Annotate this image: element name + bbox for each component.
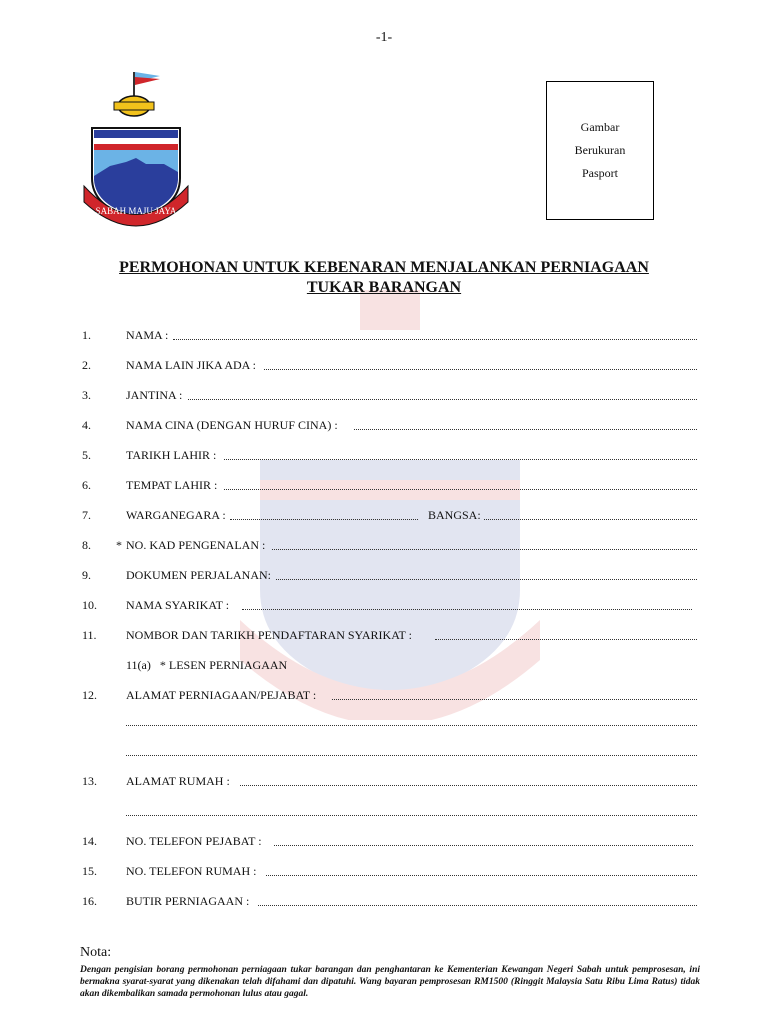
field-number: 7. — [82, 508, 91, 522]
field-label-nama-cina: NAMA CINA (DENGAN HURUF CINA) : — [126, 418, 338, 432]
page-number: -1- — [375, 30, 393, 45]
form-title — [0, 258, 768, 298]
field-input-nama-cina[interactable] — [354, 429, 697, 430]
field-number: 4. — [82, 418, 91, 432]
sabah-crest-logo — [80, 68, 192, 230]
field-input-kad-pengenalan[interactable] — [272, 549, 697, 550]
field-row-alamat-perniagaan-2 — [0, 714, 768, 734]
field-input-alamat-perniagaan[interactable] — [332, 699, 697, 700]
field-input-alamat-perniagaan-line-3[interactable] — [126, 755, 697, 756]
field-label-tarikh-lahir: TARIKH LAHIR : — [126, 448, 217, 462]
field-number: 5. — [82, 448, 91, 462]
note-text: Dengan pengisian borang permohonan perniagaan tukar barangan dan penghantaran ke Kementerian Kewangan Negeri Sabah untuk pemprosesan, ini bermakna syarat-syarat yang dikenakan telah difahami dan dipatuhi. Wang bayaran pemprosesan RM1500 (Ringgit Malaysia Satu Ribu Lima Ratus) tidak akan dikembalikan samada permohonan lulus atau gagal. — [80, 965, 700, 999]
field-label-butir-perniagaan: BUTIR PERNIAGAAN : — [126, 894, 250, 908]
field-row-nama — [0, 328, 768, 348]
field-number: 6. — [82, 478, 91, 492]
note-heading: Nota: — [80, 945, 112, 960]
field-label-jantina: JANTINA : — [126, 388, 183, 402]
field-input-bangsa[interactable] — [484, 519, 697, 520]
field-input-butir-perniagaan[interactable] — [258, 905, 697, 906]
field-row-alamat-rumah-2 — [0, 804, 768, 824]
photo-box-line-2: Berukuran — [574, 143, 626, 157]
field-input-dokumen-perjalanan[interactable] — [276, 579, 697, 580]
photo-box-line-3: Pasport — [582, 166, 618, 180]
field-input-nama[interactable] — [173, 339, 697, 340]
field-number: 8. — [82, 538, 91, 552]
crest-motto: SABAH MAJU JAYA — [95, 206, 177, 216]
field-input-jantina[interactable] — [188, 399, 697, 400]
field-label-kad-pengenalan: NO. KAD PENGENALAN : — [126, 538, 266, 552]
field-number: 13. — [82, 774, 97, 788]
field-input-alamat-perniagaan-line-2[interactable] — [126, 725, 697, 726]
field-row-alamat-perniagaan — [0, 688, 768, 708]
field-row-nama-cina — [0, 418, 768, 438]
field-number: 2. — [82, 358, 91, 372]
field-label-nama-syarikat: NAMA SYARIKAT : — [126, 598, 230, 612]
field-row-nama-lain — [0, 358, 768, 378]
field-row-kad-pengenalan — [0, 538, 768, 558]
field-row-lesen-perniagaan — [0, 658, 768, 678]
field-number: 16. — [82, 894, 97, 908]
field-row-tarikh-lahir — [0, 448, 768, 468]
field-input-nama-lain[interactable] — [264, 369, 697, 370]
form-title-line-2: TUKAR BARANGAN — [306, 279, 462, 296]
field-row-nama-syarikat — [0, 598, 768, 618]
field-row-dokumen-perjalanan — [0, 568, 768, 588]
field-row-telefon-rumah — [0, 864, 768, 884]
field-label-lesen-perniagaan: 11(a) * LESEN PERNIAGAAN — [126, 658, 288, 672]
field-label-telefon-rumah: NO. TELEFON RUMAH : — [126, 864, 257, 878]
field-label-pendaftaran-syarikat: NOMBOR DAN TARIKH PENDAFTARAN SYARIKAT : — [126, 628, 412, 642]
crest-watermark — [240, 290, 540, 720]
field-input-alamat-rumah-line-2[interactable] — [126, 815, 697, 816]
photo-box-line-1: Gambar — [580, 120, 620, 134]
field-input-alamat-rumah[interactable] — [240, 785, 697, 786]
field-row-warganegara — [0, 508, 768, 528]
field-label-warganegara: WARGANEGARA : — [126, 508, 226, 522]
field-label-tempat-lahir: TEMPAT LAHIR : — [126, 478, 218, 492]
field-number: 9. — [82, 568, 91, 582]
field-label-dokumen-perjalanan: DOKUMEN PERJALANAN: — [126, 568, 272, 582]
field-input-nama-syarikat[interactable] — [242, 609, 692, 610]
field-row-pendaftaran-syarikat — [0, 628, 768, 648]
field-label-bangsa: BANGSA: — [428, 508, 481, 522]
required-asterisk: * — [116, 538, 122, 552]
field-input-warganegara[interactable] — [230, 519, 418, 520]
field-label-alamat-rumah: ALAMAT RUMAH : — [126, 774, 230, 788]
field-row-alamat-rumah — [0, 774, 768, 794]
field-input-telefon-pejabat[interactable] — [274, 845, 693, 846]
passport-photo-box — [546, 81, 654, 220]
field-number: 11. — [82, 628, 97, 642]
field-number: 14. — [82, 834, 97, 848]
field-input-pendaftaran-syarikat[interactable] — [435, 639, 697, 640]
field-row-alamat-perniagaan-3 — [0, 744, 768, 764]
field-row-butir-perniagaan — [0, 894, 768, 914]
field-label-nama: NAMA : — [126, 328, 169, 342]
field-input-tarikh-lahir[interactable] — [224, 459, 697, 460]
field-input-tempat-lahir[interactable] — [224, 489, 697, 490]
field-row-telefon-pejabat — [0, 834, 768, 854]
field-number: 15. — [82, 864, 97, 878]
field-number: 3. — [82, 388, 91, 402]
field-input-telefon-rumah[interactable] — [266, 875, 697, 876]
field-number: 12. — [82, 688, 97, 702]
field-label-alamat-perniagaan: ALAMAT PERNIAGAAN/PEJABAT : — [126, 688, 317, 702]
field-label-telefon-pejabat: NO. TELEFON PEJABAT : — [126, 834, 262, 848]
form-title-line-1: PERMOHONAN UNTUK KEBENARAN MENJALANKAN PERNIAGAAN — [119, 259, 649, 276]
field-row-tempat-lahir — [0, 478, 768, 498]
field-number: 10. — [82, 598, 97, 612]
field-label-nama-lain: NAMA LAIN JIKA ADA : — [126, 358, 257, 372]
field-number: 1. — [82, 328, 91, 342]
field-row-jantina — [0, 388, 768, 408]
